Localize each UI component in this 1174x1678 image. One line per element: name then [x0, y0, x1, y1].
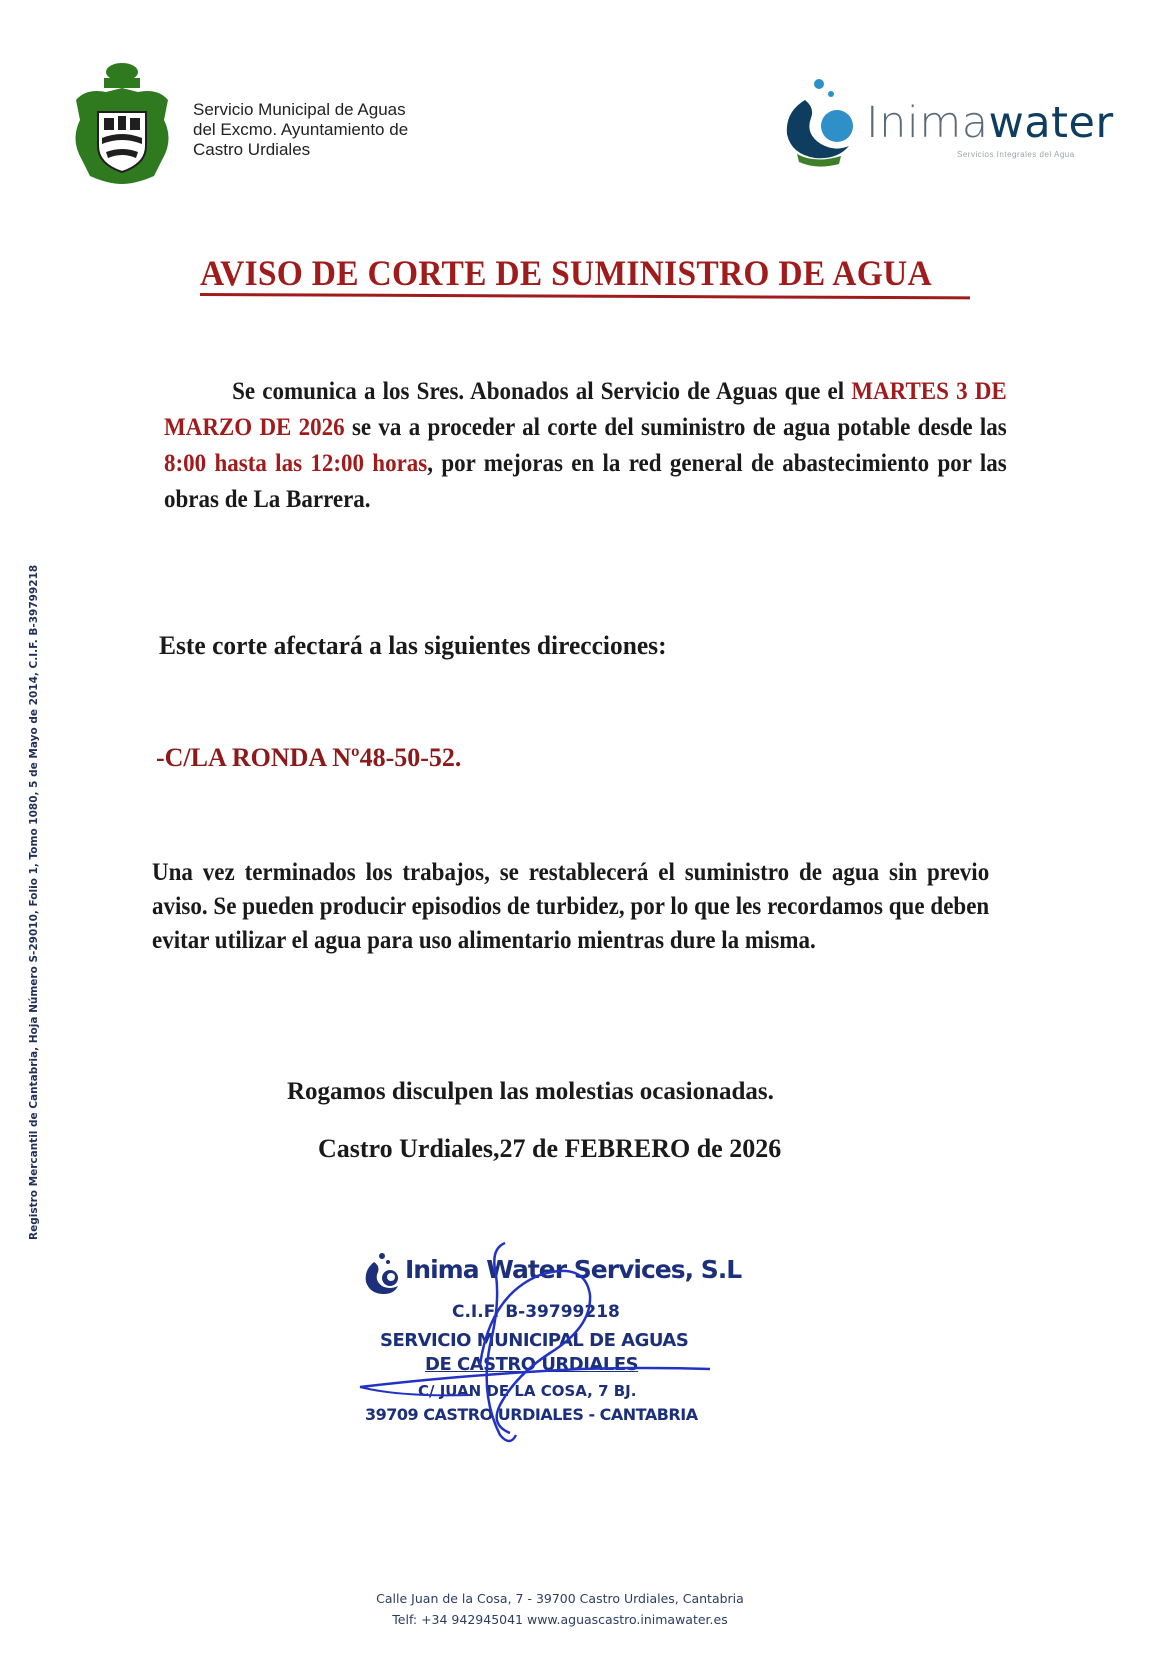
footer-contact: Telf: +34 942945041 www.aguascastro.inimawater.es — [392, 1612, 728, 1627]
stamp-logo-icon — [362, 1252, 402, 1296]
company-stamp — [360, 1230, 742, 1430]
stamp-city: 39709 CASTRO URDIALES - CANTABRIA — [365, 1405, 698, 1424]
stamp-service-line-1: SERVICIO MUNICIPAL DE AGUAS — [380, 1330, 689, 1351]
affected-addresses-label: Este corte afectará a las siguientes direcciones: — [159, 631, 667, 660]
page-footer — [360, 1588, 760, 1630]
place-and-date: Castro Urdiales,27 de FEBRERO de 2026 — [318, 1134, 782, 1163]
coat-of-arms-icon — [66, 60, 178, 188]
stamp-company: Inima Water Services, S.L — [405, 1255, 742, 1284]
municipal-service-name — [193, 100, 408, 160]
restore-paragraph: Una vez terminados los trabajos, se restablecerá el suministro de agua sin previo aviso. Se pueden producir episodios de turbidez, por lo que les recordamos que deben evitar utilizar el agua para uso alimentario mientras dure la misma. — [152, 859, 990, 954]
stamp-cif: C.I.F. B-39799218 — [452, 1302, 620, 1322]
stamp-service-line-2: DE CASTRO URDIALES — [425, 1354, 639, 1375]
municipal-line-2: del Excmo. Ayuntamiento de — [193, 120, 409, 139]
apology-text: Rogamos disculpen las molestias ocasionadas. — [287, 1078, 774, 1105]
notice-after-time: , por mejoras en la red general de abastecimiento por las obras de La Barrera. — [164, 450, 1007, 513]
brand-inima: Inima — [866, 98, 989, 148]
affected-address: -C/LA RONDA Nº48-50-52. — [156, 743, 462, 772]
notice-paragraph — [164, 374, 1007, 518]
mercantile-registry-note: Registro Mercantil de Cantabria, Hoja Número S-29010, Folio 1, Tomo 1080, 5 de Mayo de 2014, C.I.F. B-39799218 — [28, 564, 40, 1240]
notice-title: AVISO DE CORTE DE SUMINISTRO DE AGUA — [200, 253, 932, 293]
inimawater-wave-logo-icon — [775, 72, 875, 172]
cut-date: MARTES 3 DE MARZO DE 2026 — [164, 378, 1007, 441]
inimawater-logo — [775, 72, 875, 172]
municipal-line-1: Servicio Municipal de Aguas — [193, 100, 406, 119]
municipal-crest — [66, 60, 178, 188]
notice-after-date: se va a proceder al corte del suministro de agua potable desde las — [351, 414, 1007, 441]
notice-intro: Se comunica a los Sres. Abonados al Servicio de Aguas que el — [232, 378, 845, 405]
stamp-street: C/ JUAN DE LA COSA, 7 BJ. — [418, 1382, 637, 1400]
municipal-line-3: Castro Urdiales — [193, 140, 311, 159]
footer-address: Calle Juan de la Cosa, 7 - 39700 Castro Urdiales, Cantabria — [376, 1591, 744, 1606]
cut-time-range: 8:00 hasta las 12:00 horas — [164, 450, 428, 477]
inimawater-wordmark — [866, 98, 1114, 148]
brand-tagline: Servicios Integrales del Agua — [957, 150, 1075, 159]
brand-water: water — [988, 98, 1114, 148]
